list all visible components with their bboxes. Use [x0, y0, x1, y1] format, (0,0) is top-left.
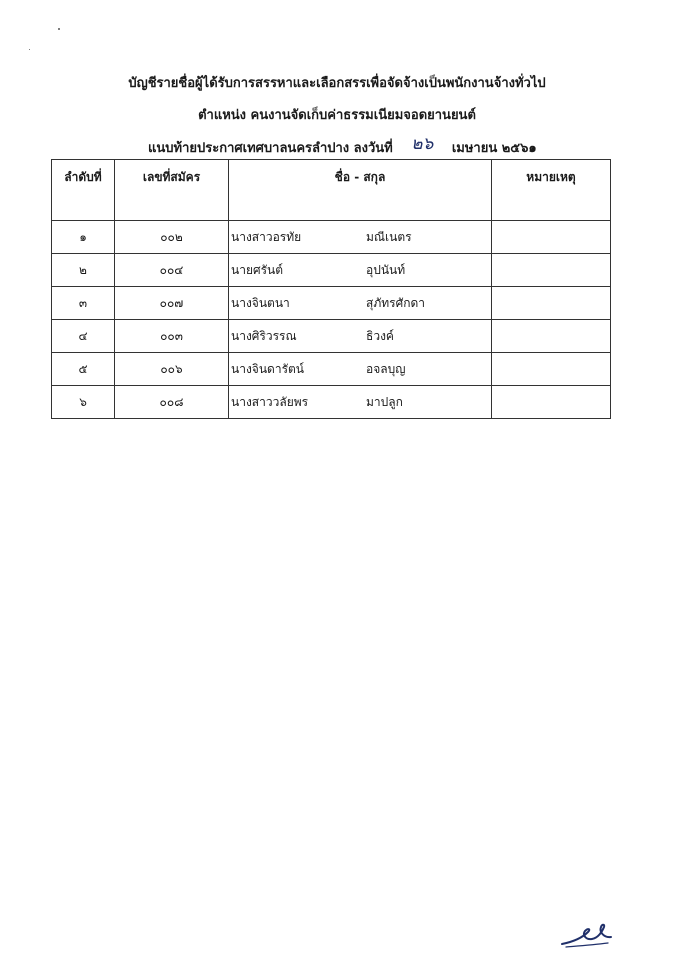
announcement-prefix: แนบท้ายประกาศเทศบาลนครลำปาง ลงวันที่	[148, 141, 393, 156]
cell-name	[229, 221, 492, 254]
table-body	[52, 221, 611, 419]
header-remark-label: หมายเหตุ	[526, 170, 576, 184]
last-name: มณีเนตร	[366, 229, 412, 244]
cell-seq: ๔	[52, 320, 115, 353]
stray-dot	[58, 28, 60, 30]
last-name: มาปลูก	[366, 394, 403, 409]
cell-name	[229, 386, 492, 419]
cell-name	[229, 320, 492, 353]
cell-seq: ๑	[52, 221, 115, 254]
document-title: บัญชีรายชื่อผู้ได้รับการสรรหาและเลือกสรรเพื่อจัดจ้างเป็นพนักงานจ้างทั่วไป	[128, 76, 546, 91]
table-row	[52, 287, 611, 320]
last-name: อจลบุญ	[366, 361, 406, 376]
first-name: นายศรันต์	[231, 262, 284, 277]
last-name: ธิวงค์	[366, 328, 394, 343]
table-header-row	[52, 160, 611, 221]
first-name: นางสาวอรทัย	[231, 229, 302, 244]
first-name: นางจินดารัตน์	[231, 361, 305, 376]
cell-seq: ๒	[52, 254, 115, 287]
date-month-year: เมษายน ๒๕๖๑	[451, 141, 537, 156]
cell-applicant-no: ๐๐๔	[115, 254, 229, 287]
first-name: นางศิริวรรณ	[231, 328, 297, 343]
cell-seq: ๖	[52, 386, 115, 419]
table-row	[52, 221, 611, 254]
cell-name	[229, 287, 492, 320]
table-row	[52, 386, 611, 419]
cell-remark	[492, 353, 611, 386]
table-row	[52, 320, 611, 353]
cell-applicant-no: ๐๐๓	[115, 320, 229, 353]
applicant-table	[51, 159, 611, 419]
cell-remark	[492, 386, 611, 419]
cell-applicant-no: ๐๐๗	[115, 287, 229, 320]
header-name-label: ชื่อ - สกุล	[334, 170, 386, 184]
table-row	[52, 254, 611, 287]
header-applicant-no-label: เลขที่สมัคร	[142, 170, 201, 184]
last-name: อุปนันท์	[366, 262, 406, 277]
header-seq-label: ลำดับที่	[64, 170, 102, 184]
cell-remark	[492, 254, 611, 287]
header-seq	[52, 160, 115, 221]
cell-applicant-no: ๐๐๒	[115, 221, 229, 254]
first-name: นางสาววลัยพร	[231, 394, 309, 409]
stray-dot	[29, 49, 30, 50]
cell-name	[229, 353, 492, 386]
cell-remark	[492, 320, 611, 353]
cell-seq: ๓	[52, 287, 115, 320]
header-name	[229, 160, 492, 221]
cell-remark	[492, 221, 611, 254]
table-row	[52, 353, 611, 386]
cell-seq: ๕	[52, 353, 115, 386]
announcement-line	[148, 134, 537, 157]
header-remark	[492, 160, 611, 221]
header-applicant-no	[115, 160, 229, 221]
cell-applicant-no: ๐๐๖	[115, 353, 229, 386]
position-line: ตำแหน่ง คนงานจัดเก็บค่าธรรมเนียมจอดยานยนต์	[198, 108, 476, 123]
signature-mark	[558, 918, 618, 950]
cell-remark	[492, 287, 611, 320]
last-name: สุภัทรศักดา	[366, 295, 426, 310]
date-day-handwritten: ๒๖	[411, 134, 434, 154]
cell-name	[229, 254, 492, 287]
first-name: นางจินตนา	[231, 295, 290, 310]
cell-applicant-no: ๐๐๘	[115, 386, 229, 419]
